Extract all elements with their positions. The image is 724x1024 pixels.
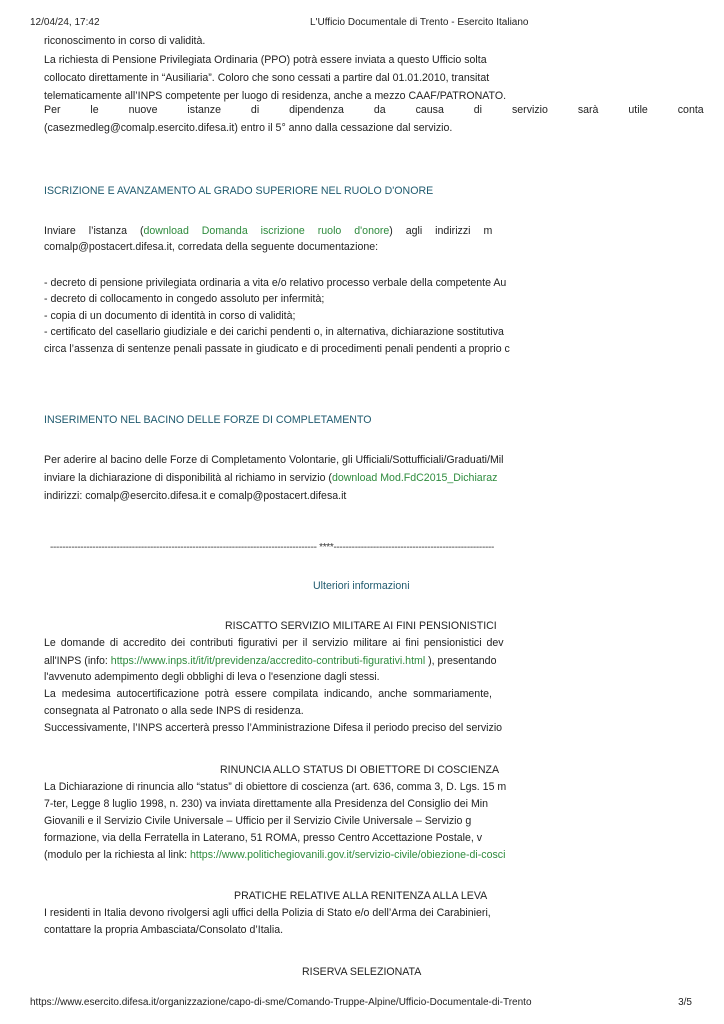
riscatto-line <box>44 655 496 668</box>
ulteriori-heading: Ulteriori informazioni <box>313 580 410 592</box>
intro-line: La richiesta di Pensione Privilegiata Ordinaria (PPO) potrà essere inviata a questo Ufficio solta <box>44 54 487 66</box>
inserimento-line: Per aderire al bacino delle Forze di Completamento Volontarie, gli Ufficiali/Sottufficiali/Graduati/Mil <box>44 454 504 466</box>
riscatto-line: l'avvenuto adempimento degli obblighi di leva o l'esenzione dagli stessi. <box>44 671 380 683</box>
inserimento-text: inviare la dichiarazione di disponibilità al richiamo in servizio ( <box>44 472 332 484</box>
doc-list-item: - copia di un documento di identità in corso di validità; <box>44 310 296 322</box>
section-title-pratiche: PRATICHE RELATIVE ALLA RENITENZA ALLA LEVA <box>234 890 488 902</box>
pratiche-line: I residenti in Italia devono rivolgersi agli uffici della Polizia di Stato e/o dell’Arma dei Carabinieri, <box>44 907 491 919</box>
riscatto-line: Le domande di accredito dei contributi figurativi per il servizio militare ai fini pensionistici dev <box>44 637 504 649</box>
pratiche-line: contattare la propria Ambasciata/Consolato d’Italia. <box>44 924 284 936</box>
rinuncia-line: Giovanili e il Servizio Civile Universale – Ufficio per il Servizio Civile Universale – Servizio g <box>44 815 472 827</box>
section-title-rinuncia: RINUNCIA ALLO STATUS DI OBIETTORE DI COSCIENZA <box>220 764 500 776</box>
doc-list-item: circa l’assenza di sentenze penali passate in giudicato e di procedimenti penali pendenti a proprio c <box>44 343 510 355</box>
doc-list-item: - decreto di collocamento in congedo assoluto per infermità; <box>44 293 325 305</box>
politiche-giovanili-link[interactable]: https://www.politichegiovanili.gov.it/servizio-civile/obiezione-di-cosci <box>190 849 506 861</box>
rinuncia-line <box>44 849 505 862</box>
iscrizione-text: Inviare l’istanza ( <box>44 225 144 237</box>
intro-line: Per le nuove istanze di dipendenza da causa di servizio sarà utile conta <box>44 104 704 116</box>
page-number: 3/5 <box>678 997 692 1008</box>
doc-list-item: - decreto di pensione privilegiata ordinaria a vita e/o relativo processo verbale della competente Au <box>44 277 507 289</box>
riscatto-line: La medesima autocertificazione potrà essere compilata indicando, anche sommariamente, <box>44 688 492 700</box>
iscrizione-line: comalp@postacert.difesa.it, corredata della seguente documentazione: <box>44 241 379 253</box>
intro-line: collocato direttamente in “Ausiliaria”. Coloro che sono cessati a partire dal 01.01.2010, transitat <box>44 72 490 84</box>
print-datetime: 12/04/24, 17:42 <box>30 17 100 28</box>
riscatto-text: ), presentando <box>425 655 497 667</box>
separator-line: ---------------------------------------------------------------------------------------- ****----------------------------------------------------- <box>50 542 495 553</box>
section-title-riscatto: RISCATTO SERVIZIO MILITARE AI FINI PENSIONISTICI <box>225 620 497 632</box>
riscatto-line: Successivamente, l’INPS accerterà presso l’Amministrazione Difesa il periodo preciso del servizio <box>44 722 503 734</box>
document-body <box>44 34 704 984</box>
download-modulo-fdc-link[interactable]: download Mod.FdC2015_Dichiaraz <box>331 472 498 484</box>
print-page-title: L'Ufficio Documentale di Trento - Esercito Italiano <box>310 17 529 28</box>
riscatto-text: all'INPS (info: <box>44 655 111 667</box>
rinuncia-line: 7-ter, Legge 8 luglio 1998, n. 230) va inviata direttamente alla Presidenza del Consiglio dei Min <box>44 798 489 810</box>
section-title-iscrizione: ISCRIZIONE E AVANZAMENTO AL GRADO SUPERIORE NEL RUOLO D'ONORE <box>44 185 434 197</box>
intro-line: riconoscimento in corso di validità. <box>44 35 206 47</box>
section-title-inserimento: INSERIMENTO NEL BACINO DELLE FORZE DI COMPLETAMENTO <box>44 414 372 426</box>
iscrizione-line <box>44 225 492 238</box>
intro-line: telematicamente all’INPS competente per luogo di residenza, anche a mezzo CAAF/PATRONATO. <box>44 90 507 102</box>
print-url: https://www.esercito.difesa.it/organizzazione/capo-di-sme/Comando-Truppe-Alpine/Ufficio-Documentale-di-Trento <box>30 997 532 1008</box>
rinuncia-line: formazione, via della Ferratella in Laterano, 51 ROMA, presso Centro Accettazione Postale, v <box>44 832 483 844</box>
rinuncia-text: (modulo per la richiesta al link: <box>44 849 191 861</box>
intro-line: (casezmedleg@comalp.esercito.difesa.it) entro il 5° anno dalla cessazione dal servizio. <box>44 122 453 134</box>
inps-link[interactable]: https://www.inps.it/it/it/previdenza/accredito-contributi-figurativi.html <box>110 655 426 667</box>
doc-list-item: - certificato del casellario giudiziale e dei carichi pendenti o, in alternativa, dichiarazione sostitutiva <box>44 326 504 338</box>
download-domanda-link[interactable]: download Domanda iscrizione ruolo d'onore <box>143 225 390 237</box>
iscrizione-text: ) agli indirizzi m <box>389 225 493 237</box>
rinuncia-line: La Dichiarazione di rinuncia allo “status” di obiettore di coscienza (art. 636, comma 3, D. Lgs. 15 m <box>44 781 507 793</box>
riscatto-line: consegnata al Patronato o alla sede INPS di residenza. <box>44 705 304 717</box>
inserimento-line: indirizzi: comalp@esercito.difesa.it e comalp@postacert.difesa.it <box>44 490 347 502</box>
inserimento-line <box>44 472 497 485</box>
section-title-riserva: RISERVA SELEZIONATA <box>302 966 422 978</box>
